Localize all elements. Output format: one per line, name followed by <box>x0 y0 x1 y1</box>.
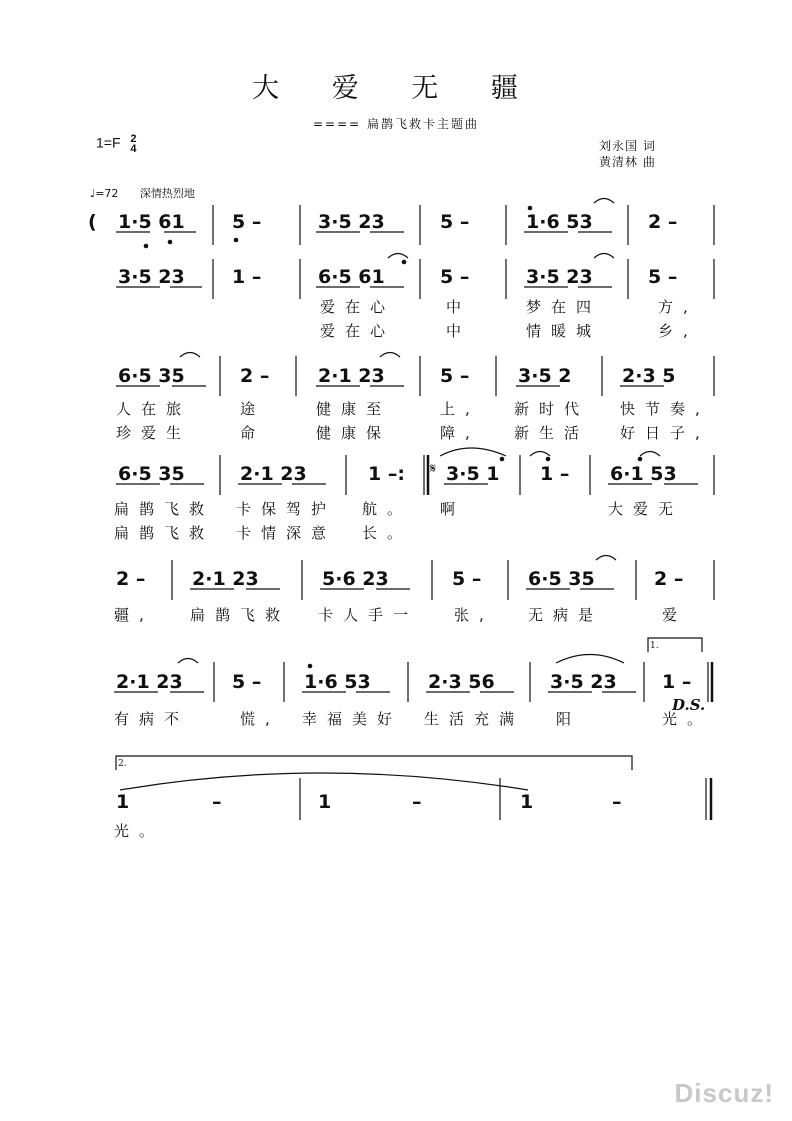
slur <box>178 659 198 664</box>
measure-notes: 2·3 56 <box>428 671 495 693</box>
octave-dot <box>638 457 643 462</box>
lyric-text: 健康至 <box>316 400 392 418</box>
slur <box>596 556 616 561</box>
lyric-text: 新生活 <box>514 424 590 442</box>
slur <box>440 448 506 456</box>
measure-notes: 1 – <box>662 671 692 693</box>
measure-notes: 3·5 23 <box>550 671 617 693</box>
lyric-text: 扁鹊飞救 <box>114 524 215 542</box>
measure-notes: 2 – <box>648 211 678 233</box>
segno-icon: 𝄋 <box>430 461 437 477</box>
measure-notes: – <box>412 791 422 813</box>
expression: 深情热烈地 <box>139 187 195 200</box>
measure-notes: 5 – <box>232 211 262 233</box>
slur <box>388 254 408 259</box>
measure-notes: 1·5 61 <box>118 211 185 233</box>
time-signature-bottom: 4 <box>130 143 137 155</box>
measure-notes: 1 <box>116 791 130 813</box>
lyric-text: 乡, <box>658 322 698 340</box>
measure-notes: 3·5 23 <box>318 211 385 233</box>
octave-dot <box>528 206 533 211</box>
lyric-text: 扁鹊飞救 <box>114 500 215 518</box>
lyric-text: 扁鹊飞救 <box>190 606 291 624</box>
measure-notes: 6·5 35 <box>118 365 185 387</box>
lyric-text: 爱在心 <box>320 322 396 340</box>
lyric-text: 情暖城 <box>526 322 602 340</box>
lyric-text: 疆, <box>114 606 154 624</box>
measure-notes: 5 – <box>452 568 482 590</box>
measure-notes: 1 – <box>232 266 262 288</box>
octave-dot <box>402 260 407 265</box>
lyric-text: 卡人手一 <box>318 606 419 624</box>
lyric-text: 慌, <box>240 710 280 728</box>
time-signature-top: 2 <box>130 133 137 145</box>
octave-dot <box>234 238 239 243</box>
measure-notes: 3·5 2 <box>518 365 572 387</box>
lyric-text: 快节奏, <box>620 400 710 418</box>
slur <box>380 353 400 358</box>
measure-notes: 1·6 53 <box>304 671 371 693</box>
measure-notes: 1 <box>318 791 332 813</box>
slur <box>594 199 614 204</box>
lyric-text: 爱 <box>662 606 688 624</box>
measure-notes: 2 – <box>116 568 146 590</box>
slur <box>120 773 528 790</box>
lyric-text: 航。 <box>362 500 413 518</box>
lyric-text: 命 <box>240 424 266 442</box>
song-subtitle: ==== 扁鹊飞救卡主题曲 <box>312 117 480 131</box>
measure-notes: 5 – <box>440 365 470 387</box>
octave-dot <box>168 240 173 245</box>
measure-notes: 2·1 23 <box>240 463 307 485</box>
measure-notes: 2 – <box>654 568 684 590</box>
measure-notes: 2·1 23 <box>192 568 259 590</box>
lyric-text: 中 <box>446 322 472 340</box>
lyric-text: 中 <box>446 298 472 316</box>
lyric-text: 人在旅 <box>116 400 192 418</box>
measure-notes: 5 – <box>440 211 470 233</box>
volta-bracket <box>116 756 632 770</box>
measure-notes: 6·5 61 <box>318 266 385 288</box>
lyric-text: 爱在心 <box>320 298 396 316</box>
lyric-text: 幸福美好 <box>302 710 403 728</box>
octave-dot <box>308 664 313 669</box>
tempo: ♩=72 <box>90 187 119 200</box>
lyric-text: 张, <box>454 606 494 624</box>
slur <box>640 452 660 457</box>
measure-notes: 5 – <box>440 266 470 288</box>
measure-notes: 1·6 53 <box>526 211 593 233</box>
key-label: 1=F <box>96 134 121 151</box>
measure-notes: 5 – <box>232 671 262 693</box>
measure-notes: 1 –: <box>368 463 405 485</box>
composer: 黄清林 曲 <box>599 155 656 169</box>
lyric-text: 光。 <box>114 822 165 840</box>
lyricist: 刘永国 词 <box>599 139 656 153</box>
lyric-text: 阳 <box>556 710 582 728</box>
notation-layer <box>88 211 712 840</box>
lyric-text: 方, <box>658 298 698 316</box>
lyric-text: 卡保驾护 <box>236 500 337 518</box>
navigation-mark: D.S. <box>672 696 706 714</box>
lyric-text: 障, <box>440 424 480 442</box>
measure-notes: 2·1 23 <box>318 365 385 387</box>
slur <box>180 353 200 358</box>
volta-1-label: 1. <box>650 641 659 651</box>
volta-2-label: 2. <box>118 759 127 769</box>
lyric-text: 光。 <box>662 710 713 728</box>
measure-notes: 3·5 23 <box>118 266 185 288</box>
lyric-text: 啊 <box>440 500 466 518</box>
measure-notes: 2 – <box>240 365 270 387</box>
measure-notes: 2·3 5 <box>622 365 676 387</box>
lyric-text: 珍爱生 <box>116 424 192 442</box>
lyric-text: 新时代 <box>514 400 590 418</box>
measure-notes: 6·1 53 <box>610 463 677 485</box>
lyric-text: 健康保 <box>316 424 392 442</box>
discuz-watermark: Discuz! <box>674 1078 774 1108</box>
lyric-text: 大爱无 <box>608 500 684 518</box>
measure-notes: 2·1 23 <box>116 671 183 693</box>
slur <box>594 254 614 259</box>
measure-notes: 5·6 23 <box>322 568 389 590</box>
measure-notes: 6·5 35 <box>528 568 595 590</box>
lyric-text: 卡情深意 <box>236 524 337 542</box>
lyric-text: 途 <box>240 400 266 418</box>
octave-dot <box>144 244 149 249</box>
lyric-text: 长。 <box>362 524 413 542</box>
lyric-text: 无病是 <box>528 606 604 624</box>
slur <box>556 655 624 664</box>
measure-notes: 1 – <box>540 463 570 485</box>
lyric-text: 梦在四 <box>526 298 602 316</box>
lyric-text: 上, <box>440 400 480 418</box>
measure-notes: 5 – <box>648 266 678 288</box>
measure-notes: 3·5 23 <box>526 266 593 288</box>
measure-notes: 1 <box>520 791 534 813</box>
octave-dot <box>546 457 551 462</box>
slur <box>530 452 550 457</box>
lyric-text: 生活充满 <box>424 710 525 728</box>
lyric-text: 好日子, <box>620 424 710 442</box>
measure-notes: – <box>212 791 222 813</box>
measure-notes: 6·5 35 <box>118 463 185 485</box>
measure-notes: – <box>612 791 622 813</box>
lyric-text: 有病不 <box>114 710 190 728</box>
octave-dot <box>500 457 505 462</box>
song-title: 大 爱 无 疆 <box>252 73 540 104</box>
measure-notes: ( <box>88 211 97 233</box>
measure-notes: 3·5 1 <box>446 463 500 485</box>
